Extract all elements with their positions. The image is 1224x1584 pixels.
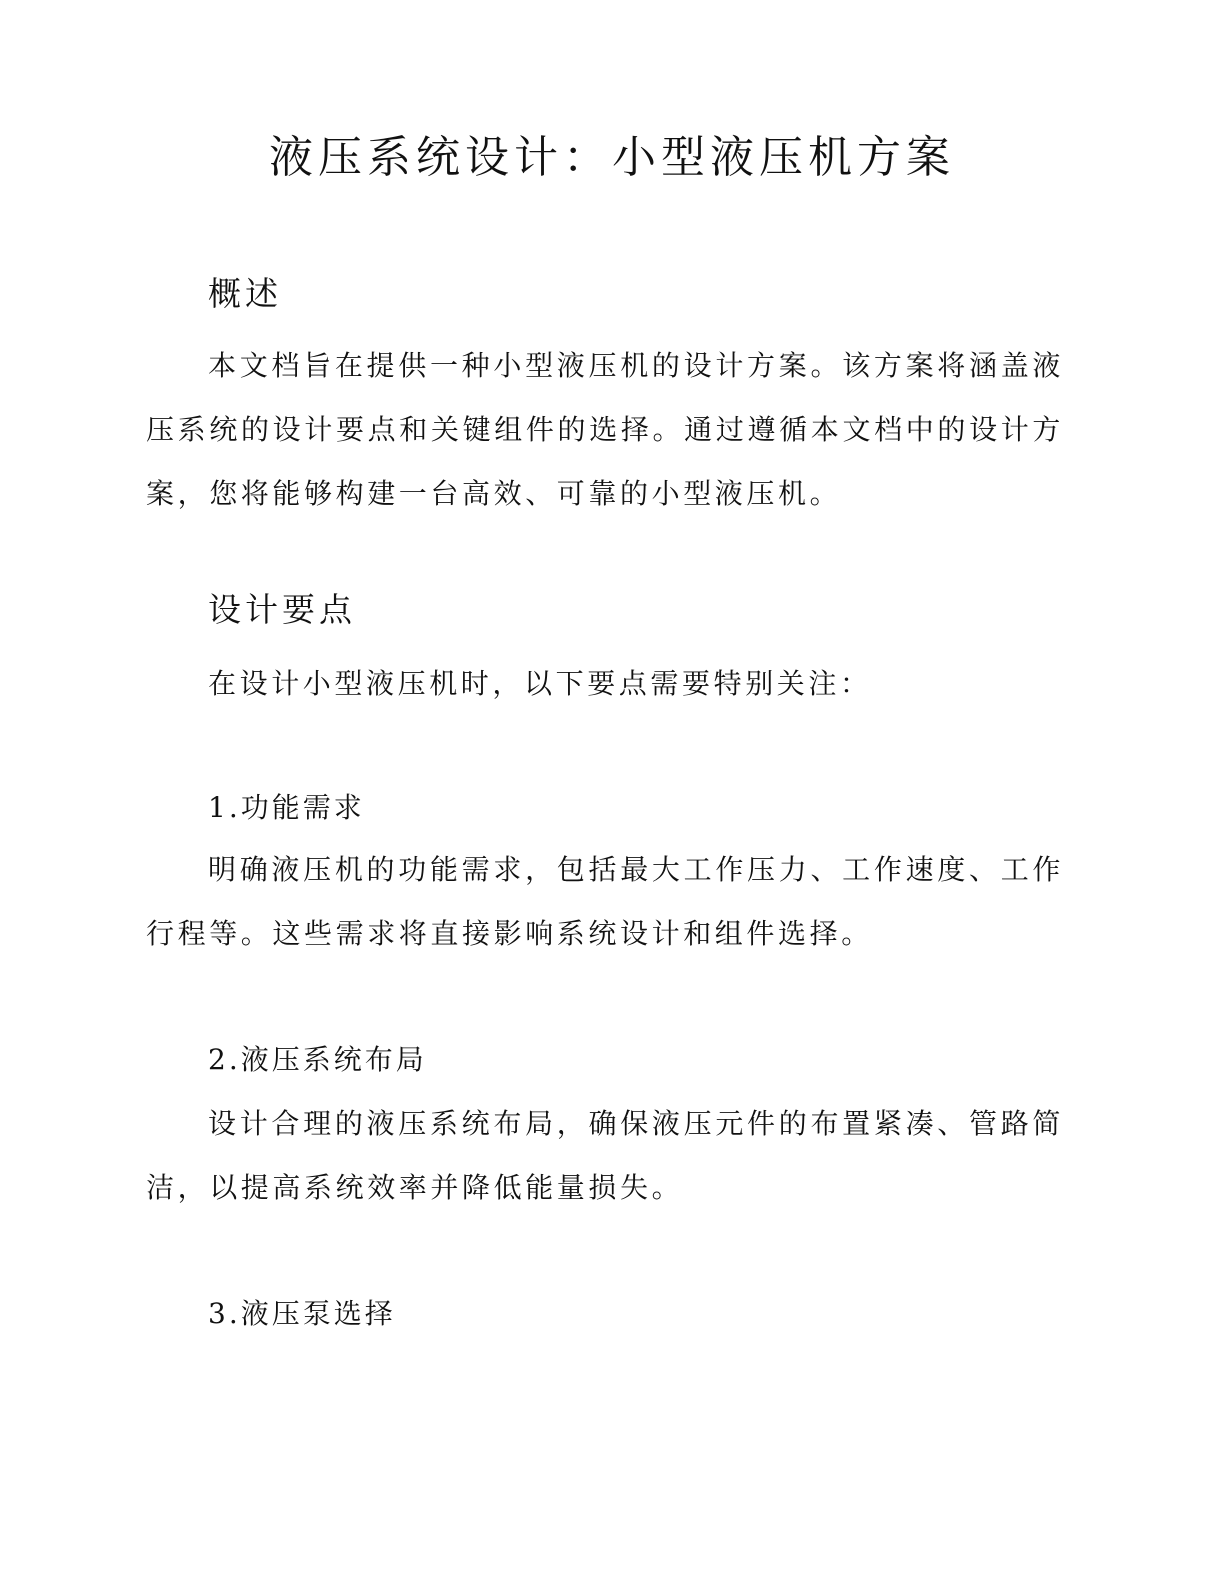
paragraph-hydraulic-layout: 设计合理的液压系统布局，确保液压元件的布置紧凑、管路简洁，以提高系统效率并降低能量损失。 (146, 1107, 1064, 1204)
paragraph-function-requirements: 明确液压机的功能需求，包括最大工作压力、工作速度、工作行程等。这些需求将直接影响系统设计和组件选择。 (146, 853, 1064, 950)
subheading-function-requirements: 1.功能需求 (208, 791, 365, 824)
section-heading-design-points: 设计要点 (208, 590, 356, 629)
subheading-pump-selection: 3.液压泵选择 (208, 1297, 396, 1330)
document-title: 液压系统设计：小型液压机方案 (269, 132, 955, 183)
paragraph-overview: 本文档旨在提供一种小型液压机的设计方案。该方案将涵盖液压系统的设计要点和关键组件的选择。通过遵循本文档中的设计方案，您将能够构建一台高效、可靠的小型液压机。 (146, 349, 1064, 510)
subheading-hydraulic-layout: 2.液压系统布局 (208, 1043, 427, 1076)
paragraph-design-points-intro: 在设计小型液压机时，以下要点需要特别关注： (208, 667, 872, 700)
section-heading-overview: 概述 (208, 274, 282, 313)
